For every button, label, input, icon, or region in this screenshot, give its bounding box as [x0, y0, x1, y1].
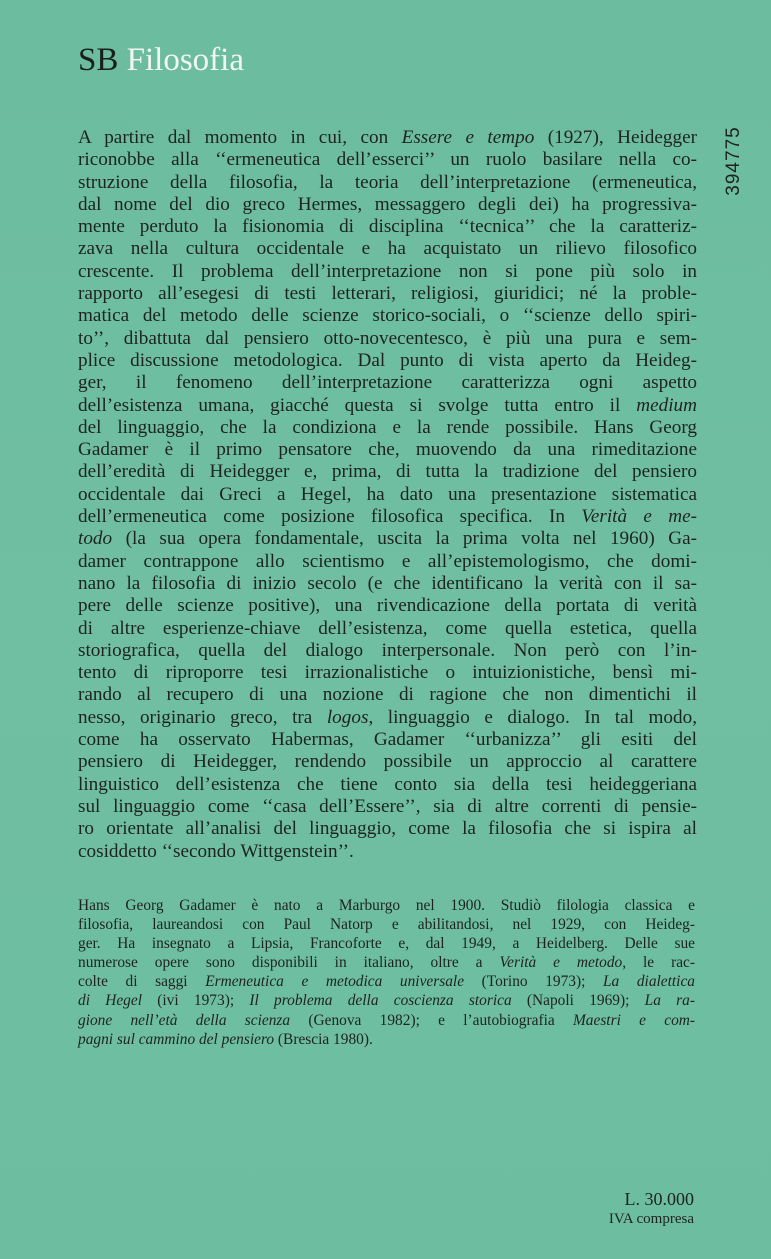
blurb-line	[78, 172, 697, 194]
blurb-text: sul linguaggio come ‘‘casa dell’Essere’’, sia di altre correnti di pensie-	[78, 795, 697, 817]
bio-line	[78, 1011, 695, 1030]
blurb-line	[78, 194, 697, 216]
bio-text: ger. Ha insegnato a Lipsia, Francoforte e, dal 1949, a Heidelberg. Delle sue	[78, 935, 695, 953]
blurb-text: (1927), Heidegger	[534, 127, 697, 148]
blurb-italic-title: todo	[78, 528, 113, 550]
blurb-text: riconobbe alla ‘‘ermeneutica dell’esserci’’ un ruolo basilare nella co-	[78, 149, 697, 171]
blurb-line	[78, 707, 697, 729]
price-amount: L. 30.000	[624, 1189, 694, 1209]
blurb-line	[78, 439, 697, 461]
blurb-text: nano la filosofia di inizio secolo (e che identificano la verità con il sa-	[78, 572, 697, 594]
blurb-text: zava nella cultura occidentale e ha acquistato un rilievo filosofico	[78, 238, 697, 260]
blurb-text: linguistico dell’esistenza che tiene conto sia della tesi heideggeriana	[78, 773, 697, 795]
bio-text: numerose opere sono disponibili in italiano, oltre a	[78, 954, 500, 972]
bio-text: (Torino 1973);	[464, 973, 603, 991]
price-note: IVA compresa	[608, 1211, 694, 1227]
blurb-line	[78, 261, 697, 283]
blurb-text: dell’eredità di Heidegger e, prima, di tutta la tradizione del pensiero	[78, 461, 697, 483]
blurb-line	[78, 618, 697, 640]
series-header	[78, 40, 244, 80]
blurb-text: matica del metodo delle scienze storico-sociali, o ‘‘scienze dello spiri-	[78, 305, 697, 327]
blurb-line	[78, 774, 697, 796]
blurb-text: (la sua opera fondamentale, uscita la prima volta nel 1960) Ga-	[112, 528, 697, 550]
blurb-line	[78, 417, 697, 439]
blurb-text: come ha osservato Habermas, Gadamer ‘‘urbanizza’’ gli esiti del	[78, 729, 697, 751]
blurb-text: di altre esperienze-chiave dell’esistenza, come quella estetica, quella	[78, 617, 697, 639]
blurb-italic-title: medium	[636, 394, 697, 416]
bio-italic-title: gione nell’età della scienza	[78, 1011, 291, 1029]
blurb-line	[78, 640, 697, 662]
bio-line	[78, 991, 695, 1010]
blurb-text: dal nome del dio greco Hermes, messaggero degli dei) ha progressiva-	[78, 193, 697, 215]
catalog-number-text: 394775	[723, 126, 744, 196]
blurb-text: , linguaggio e dialogo. In tal modo,	[368, 706, 697, 728]
bio-text: colte di saggi	[78, 973, 206, 991]
blurb-line	[78, 796, 697, 818]
bio-text: Hans Georg Gadamer è nato a Marburgo nel 1900. Studiò filologia classica e	[78, 897, 695, 914]
blurb-line	[78, 662, 697, 684]
blurb-line	[78, 372, 697, 394]
bio-line	[78, 972, 695, 991]
blurb-line	[78, 818, 697, 840]
blurb-text: del linguaggio, che la condiziona e la rende possibile. Hans Georg	[78, 416, 697, 438]
blurb-line	[78, 595, 697, 617]
bio-line	[78, 1030, 695, 1049]
blurb-text: mente perduto la fisionomia di disciplina ‘‘tecnica’’ che la caratteriz-	[78, 216, 697, 238]
blurb-line	[78, 484, 697, 506]
blurb-text: dell’ermeneutica come posizione filosofica specifica. In	[78, 506, 582, 528]
blurb-text: plice discussione metodologica. Dal punto di vista aperto da Heideg-	[78, 349, 697, 371]
bio-italic-title: pagni sul cammino del pensiero	[78, 1030, 275, 1048]
blurb-italic-title: Verità e me-	[581, 506, 697, 528]
bio-italic-title: Ermeneutica e metodica universale	[205, 973, 465, 991]
blurb-line	[78, 551, 697, 573]
bio-line	[78, 953, 695, 972]
blurb-text: damer contrappone allo scientismo e all’epistemologismo, che domi-	[78, 550, 697, 572]
blurb-text: crescente. Il problema dell’interpretazione non si pone più solo in	[78, 260, 697, 282]
bio-line	[78, 915, 695, 934]
blurb-line	[78, 684, 697, 706]
blurb-line	[78, 149, 697, 171]
blurb-italic-title: Essere e tempo	[401, 127, 535, 148]
bio-text: (Napoli 1969);	[511, 992, 645, 1010]
bio-text: (Brescia 1980).	[274, 1030, 373, 1048]
blurb-text: rapporto all’esegesi di testi letterari, religiosi, giuridici; né la proble-	[78, 283, 697, 305]
blurb-text: struzione della filosofia, la teoria dell’interpretazione (ermeneutica,	[78, 171, 697, 193]
bio-italic-title: Il problema della coscienza storica	[249, 992, 512, 1010]
blurb-text: nesso, originario greco, tra	[78, 706, 327, 728]
blurb-line	[78, 461, 697, 483]
blurb-text: dell’esistenza umana, giacché questa si svolge tutta entro il	[78, 394, 637, 416]
blurb-line	[78, 573, 697, 595]
bio-italic-title: di Hegel	[78, 992, 142, 1010]
blurb-line	[78, 127, 697, 149]
blurb-text: cosiddetto ‘‘secondo Wittgenstein’’.	[78, 840, 354, 862]
bio-italic-title: La dialettica	[602, 973, 695, 991]
blurb-italic-title: logos	[326, 706, 369, 728]
blurb-line	[78, 751, 697, 773]
blurb-line	[78, 729, 697, 751]
blurb-line	[78, 305, 697, 327]
blurb-text: rando al recupero di una nozione di ragione che non dimentichi il	[78, 684, 697, 706]
bio-text: filosofia, laureandosi con Paul Natorp e abilitandosi, nel 1929, con Heideg-	[78, 916, 695, 934]
blurb-line	[78, 328, 697, 350]
blurb-text: occidentale dai Greci a Hegel, ha dato una presentazione sistematica	[78, 483, 697, 505]
blurb-text: Gadamer è il primo pensatore che, muovendo da una rimeditazione	[78, 439, 697, 461]
blurb-line	[78, 506, 697, 528]
price-block	[609, 1188, 694, 1229]
bio-text: (Genova 1982); e l’autobiografia	[290, 1011, 573, 1029]
blurb-line	[78, 841, 697, 863]
blurb-text: ro orientate all’analisi del linguaggio, come la filosofia che si ispira al	[78, 818, 697, 840]
bio-italic-title: Maestri e com-	[572, 1011, 695, 1029]
blurb-text: to’’, dibattuta dal pensiero otto-novecentesco, è più una pura e sem-	[78, 327, 697, 349]
author-bio	[78, 896, 695, 1049]
blurb-line	[78, 528, 697, 550]
bio-text: (ivi 1973);	[142, 992, 250, 1010]
blurb-line	[78, 395, 697, 417]
blurb-text: pere delle scienze positive), una rivendicazione della portata di verità	[78, 595, 697, 617]
series-name: Filosofia	[126, 42, 244, 78]
bio-line	[78, 934, 695, 953]
series-brand: SB	[78, 42, 119, 78]
blurb-line	[78, 350, 697, 372]
blurb-line	[78, 216, 697, 238]
bio-line	[78, 896, 695, 915]
blurb-text: pensiero di Heidegger, rendendo possibile un approccio al carattere	[78, 751, 697, 773]
bio-text: , le rac-	[622, 954, 695, 972]
blurb-text: ger, il fenomeno dell’interpretazione caratterizza ogni aspetto	[78, 372, 697, 394]
bio-italic-title: La ra-	[644, 992, 695, 1010]
blurb-text: tento di riproporre tesi irrazionalistiche o intuizionistiche, bensì mi-	[78, 662, 697, 684]
blurb-line	[78, 283, 697, 305]
blurb-paragraph	[78, 127, 697, 863]
blurb-text: storiografica, quella del dialogo interpersonale. Non però con l’in-	[78, 639, 697, 661]
catalog-number	[716, 126, 752, 196]
blurb-line	[78, 238, 697, 260]
blurb-text: A partire dal momento in cui, con	[78, 127, 402, 148]
bio-italic-title: Verità e metodo	[499, 954, 623, 972]
